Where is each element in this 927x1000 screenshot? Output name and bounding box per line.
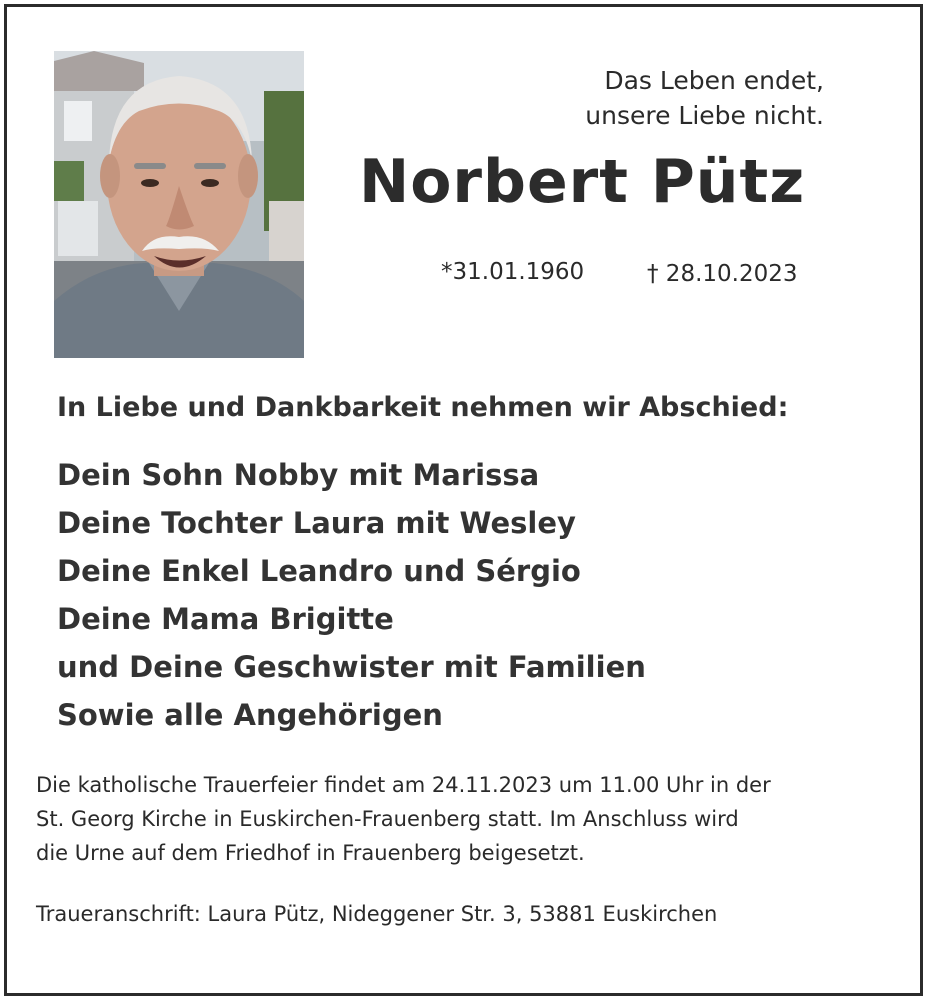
service-line-2: St. Georg Kirche in Euskirchen-Frauenberg statt. Im Anschluss wird	[36, 807, 739, 831]
service-info	[36, 768, 896, 870]
family-member: und Deine Geschwister mit Familien	[57, 650, 646, 684]
portrait-photo	[54, 51, 304, 358]
service-line-3: die Urne auf dem Friedhof in Frauenberg beigesetzt.	[36, 841, 585, 865]
motto-line-1: Das Leben endet,	[604, 66, 824, 95]
mourning-address: Traueranschrift: Laura Pütz, Nideggener Str. 3, 53881 Euskirchen	[36, 902, 718, 926]
family-member: Dein Sohn Nobby mit Marissa	[57, 458, 540, 492]
deceased-name: Norbert Pütz	[359, 147, 806, 217]
family-member: Deine Mama Brigitte	[57, 602, 394, 636]
birth-date: *31.01.1960	[441, 259, 585, 285]
family-member: Deine Enkel Leandro und Sérgio	[57, 554, 581, 588]
motto-line-2: unsere Liebe nicht.	[585, 101, 824, 130]
farewell-heading: In Liebe und Dankbarkeit nehmen wir Abschied:	[57, 392, 789, 423]
death-date: † 28.10.2023	[647, 261, 798, 287]
obituary-frame	[4, 4, 923, 996]
motto	[585, 63, 824, 133]
family-list	[57, 451, 646, 739]
family-member: Deine Tochter Laura mit Wesley	[57, 506, 576, 540]
family-member: Sowie alle Angehörigen	[57, 698, 443, 732]
service-line-1: Die katholische Trauerfeier findet am 24.11.2023 um 11.00 Uhr in der	[36, 773, 771, 797]
portrait-image	[54, 51, 304, 358]
